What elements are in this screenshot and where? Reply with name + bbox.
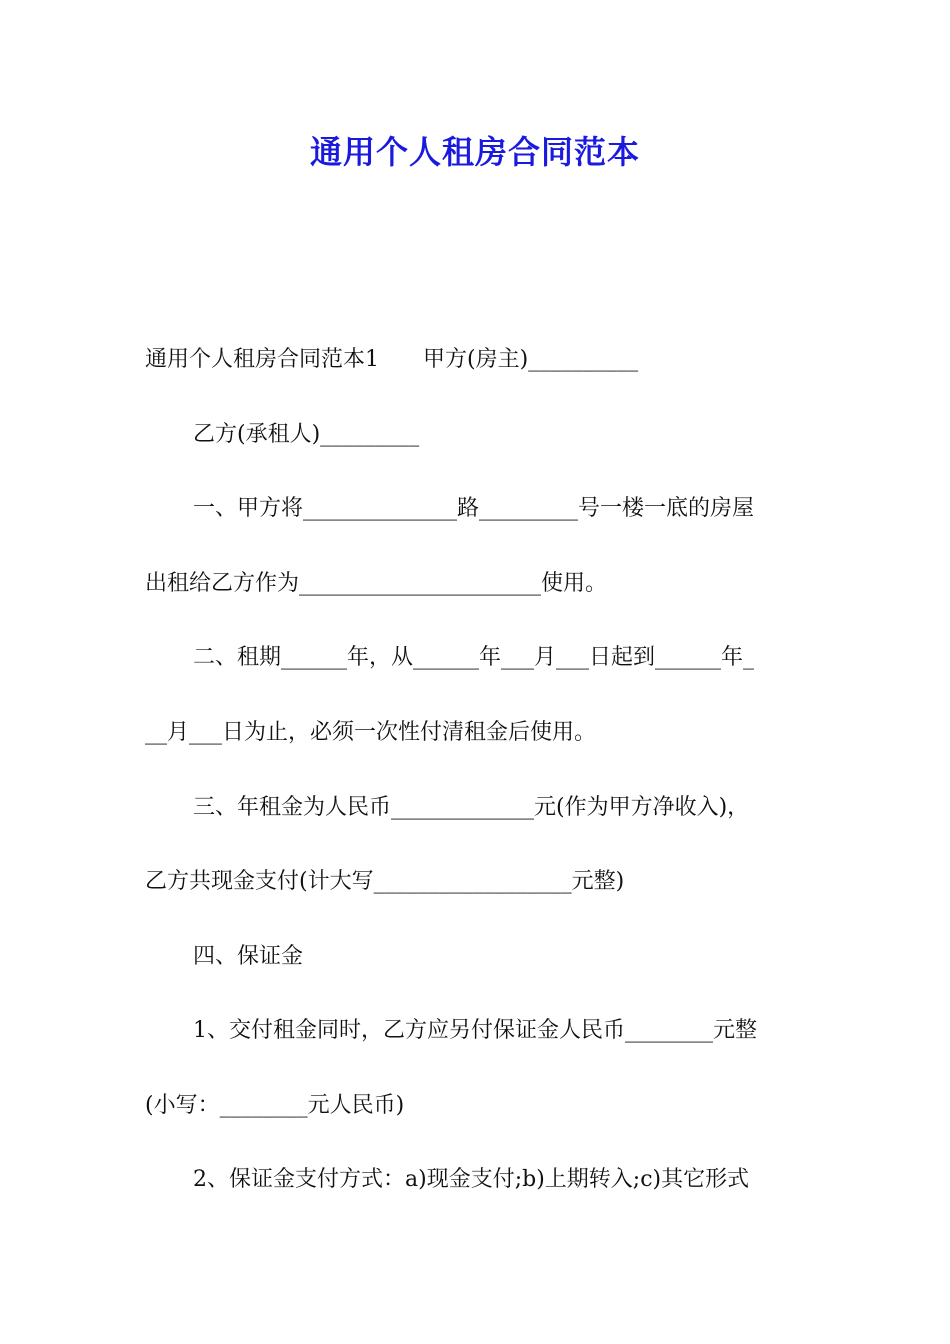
clause-3-line-1: 三、年租金为人民币_____________元(作为甲方净收入)， <box>193 795 750 820</box>
clause-1-line-2: 出租给乙方作为______________________使用。 <box>145 571 608 596</box>
clause-4-item-1-line-1: 1、交付租金同时，乙方应另付保证金人民币________元整 <box>193 1018 757 1043</box>
document-title: 通用个人租房合同范本 <box>309 133 640 171</box>
party-b-line: 乙方(承租人)_________ <box>193 422 420 447</box>
clause-4-heading: 四、保证金 <box>193 944 304 969</box>
clause-3-line-2: 乙方共现金支付(计大写__________________元整) <box>145 869 625 894</box>
clause-4-item-1-line-2: (小写：________元人民币) <box>145 1093 405 1118</box>
clause-2-line-1: 二、租期______年，从______年___月___日起到______年_ <box>193 645 755 670</box>
clause-1-line-1: 一、甲方将______________路_________号一楼一底的房屋 <box>193 496 755 521</box>
contract-intro-line: 通用个人租房合同范本1 甲方(房主)__________ <box>145 347 639 372</box>
clause-4-item-2-line-1: 2、保证金支付方式：a)现金支付;b)上期转入;c)其它形式 <box>193 1167 750 1192</box>
clause-2-line-2: __月___日为止，必须一次性付清租金后使用。 <box>145 720 597 745</box>
